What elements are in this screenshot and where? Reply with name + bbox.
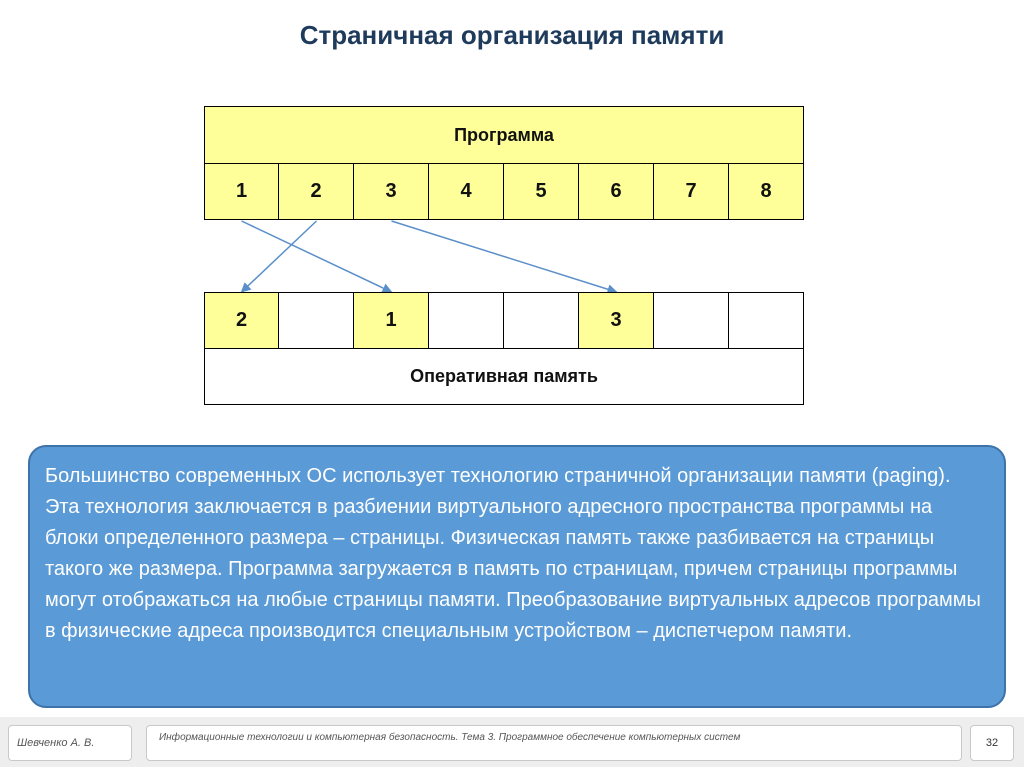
mapping-arrow bbox=[242, 221, 317, 292]
slide-footer bbox=[0, 717, 1024, 767]
program-page-cell: 6 bbox=[579, 164, 654, 220]
program-page-cell: 1 bbox=[204, 164, 279, 220]
mapping-arrow bbox=[392, 221, 617, 292]
footer-author: Шевченко А. В. bbox=[8, 725, 132, 761]
memory-frame-cell: 2 bbox=[204, 292, 279, 349]
memory-frame-cell bbox=[429, 292, 504, 349]
memory-footer: Оперативная память bbox=[204, 349, 804, 405]
footer-page-number: 32 bbox=[970, 725, 1014, 761]
slide-title: Страничная организация памяти bbox=[299, 20, 725, 50]
program-page-cell: 4 bbox=[429, 164, 504, 220]
memory-frame-cell bbox=[504, 292, 579, 349]
memory-frame-cell bbox=[654, 292, 729, 349]
program-page-cell: 7 bbox=[654, 164, 729, 220]
program-page-cell: 8 bbox=[729, 164, 804, 220]
footer-course-title: Информационные технологии и компьютерная безопасность. Тема 3. Программное обеспечение компьютерных систем bbox=[146, 725, 962, 761]
program-header: Программа bbox=[204, 106, 804, 164]
memory-frame-cell: 3 bbox=[579, 292, 654, 349]
program-page-cell: 2 bbox=[279, 164, 354, 220]
program-page-cell: 5 bbox=[504, 164, 579, 220]
memory-frame-cell: 1 bbox=[354, 292, 429, 349]
info-text-box: Большинство современных ОС использует технологию страничной организации памяти (paging). Эта технология заключается в разбиении виртуального адресного пространства программы на блоки определенного размера – страницы. Физическая память также разбивается на страницы такого же размера. Программа загружается в память по страницам, причем страницы программы могут отображаться на любые страницы памяти. Преобразование виртуальных адресов программы в физические адреса производится специальным устройством – диспетчером памяти. bbox=[28, 445, 1006, 708]
memory-frame-cell bbox=[729, 292, 804, 349]
memory-frame-cell bbox=[279, 292, 354, 349]
program-pages-row bbox=[204, 164, 804, 220]
mapping-arrow bbox=[242, 221, 392, 292]
program-page-cell: 3 bbox=[354, 164, 429, 220]
memory-frames-row bbox=[204, 292, 804, 349]
